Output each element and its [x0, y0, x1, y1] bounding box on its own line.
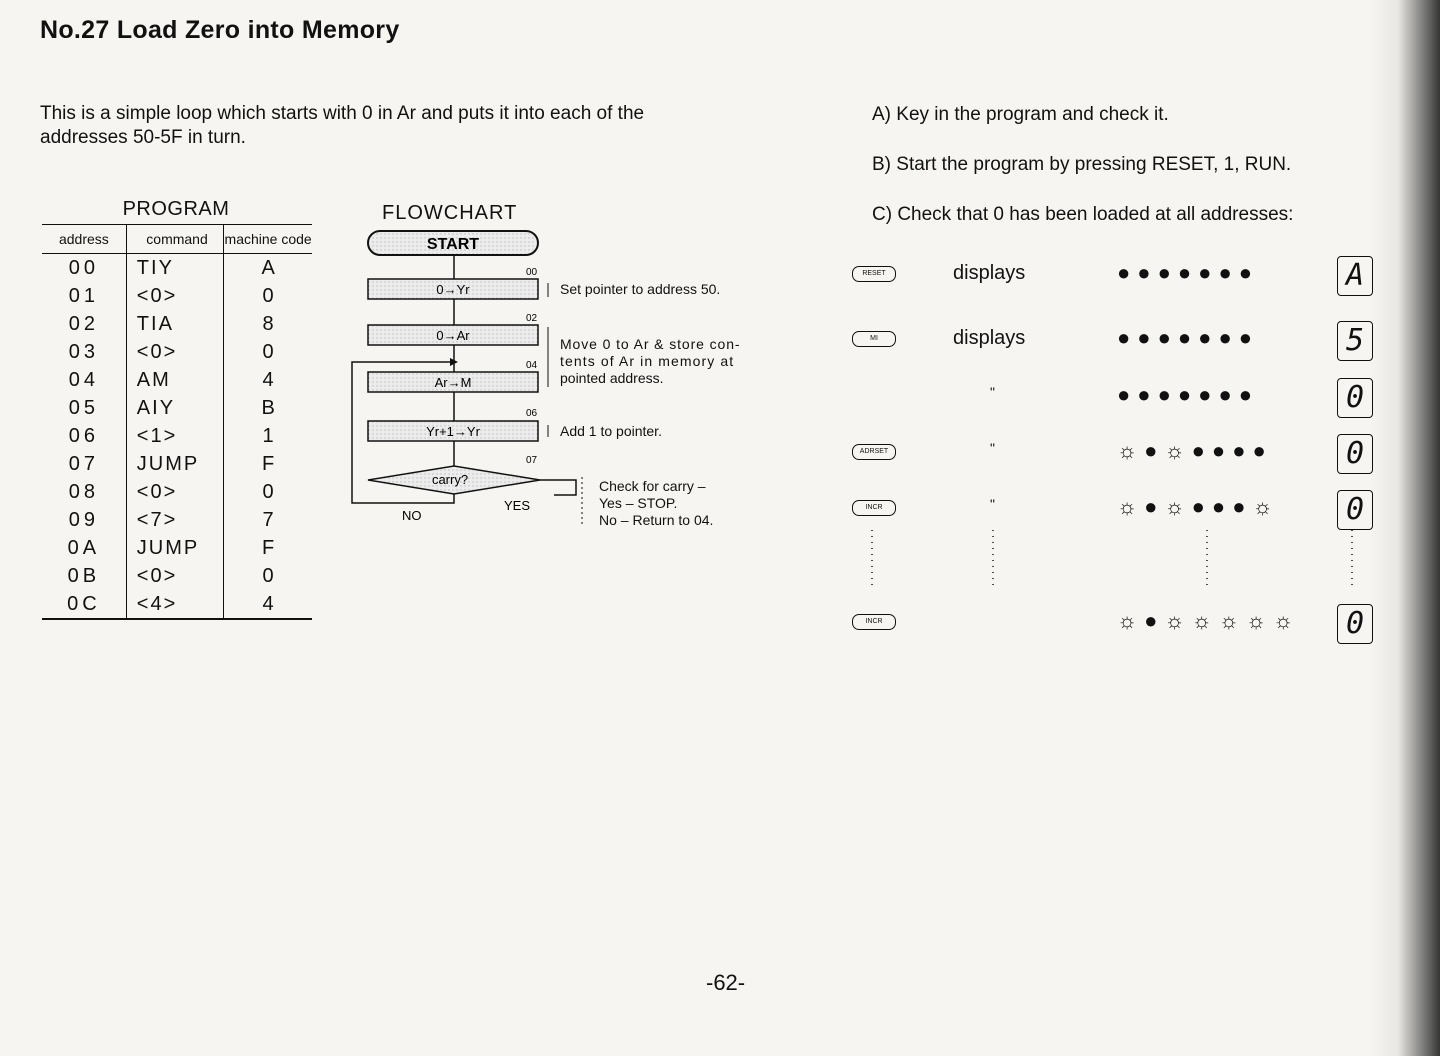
table-row	[42, 562, 312, 590]
note-pointer: Set pointer to address 50.	[560, 281, 721, 297]
code-cell: F	[262, 452, 275, 475]
command-cell: TIA	[126, 310, 223, 338]
box-increment-label: Yr+1→Yr	[426, 424, 480, 439]
address-cell: 09	[42, 506, 126, 534]
display-label: "	[990, 440, 995, 456]
no-label: NO	[402, 508, 422, 523]
address-cell: 00	[42, 254, 126, 283]
address-cell: 0B	[42, 562, 126, 590]
col-command: command	[126, 225, 223, 254]
command-cell: JUMP	[126, 534, 223, 562]
col-machine-code: machine code	[224, 225, 312, 254]
code-cell: 0	[262, 284, 274, 307]
code-cell: 0	[262, 340, 274, 363]
led-row: ☼●☼☼☼☼☼	[1117, 608, 1301, 633]
address-cell: 02	[42, 310, 126, 338]
display-label: "	[990, 496, 995, 512]
yes-label: YES	[504, 498, 531, 513]
start-label: START	[426, 236, 480, 253]
address-cell: 0A	[42, 534, 126, 562]
display-label: displays	[953, 262, 1026, 284]
intro-paragraph: This is a simple loop which starts with 0 in Ar and puts it into each of the addresses 50-5F in turn.	[40, 103, 645, 148]
table-row	[42, 310, 312, 338]
key-icon: MI	[852, 331, 896, 347]
code-cell: 1	[262, 424, 274, 447]
command-cell: <0>	[126, 478, 223, 506]
addr-06: 06	[526, 408, 538, 419]
command-cell: JUMP	[126, 450, 223, 478]
program-table	[42, 224, 312, 620]
table-row	[42, 506, 312, 534]
address-cell: 06	[42, 422, 126, 450]
led-row: ☼●☼●●●●	[1117, 438, 1273, 463]
page-edge-shadow	[1370, 0, 1440, 1056]
seven-segment-digit: 0	[1337, 604, 1373, 644]
table-row	[42, 254, 312, 283]
display-label: displays	[953, 327, 1026, 349]
code-cell: 4	[262, 368, 274, 391]
table-row	[42, 534, 312, 562]
address-cell: 07	[42, 450, 126, 478]
led-row: ●●●●●●●	[1117, 325, 1260, 350]
page-title: No.27 Load Zero into Memory	[40, 16, 400, 44]
seven-segment-digit: 5	[1337, 321, 1373, 361]
addr-00: 00	[526, 267, 538, 278]
led-row: ☼●☼●●●☼	[1117, 494, 1280, 519]
note-carry: Check for carry – Yes – STOP. No – Return to 04.	[599, 478, 714, 528]
command-cell: <1>	[126, 422, 223, 450]
addr-02: 02	[526, 313, 538, 324]
step-a: A) Key in the program and check it.	[872, 104, 1169, 125]
table-row	[42, 478, 312, 506]
seven-segment-digit: 0	[1337, 490, 1373, 530]
address-cell: 08	[42, 478, 126, 506]
program-heading: PROGRAM	[122, 198, 230, 220]
addr-04: 04	[526, 360, 538, 371]
command-cell: <0>	[126, 338, 223, 366]
box-store-label: Ar→M	[434, 375, 472, 390]
key-icon	[852, 388, 894, 402]
command-cell: <4>	[126, 590, 223, 619]
col-address: address	[42, 225, 126, 254]
box-init-a-label: 0→Ar	[436, 328, 470, 343]
page-number: -62-	[706, 970, 746, 995]
seven-segment-digit: 0	[1337, 434, 1373, 474]
command-cell: AIY	[126, 394, 223, 422]
continuation-dots	[860, 530, 1380, 592]
table-row	[42, 394, 312, 422]
key-icon: RESET	[852, 266, 896, 282]
table-row	[42, 282, 312, 310]
note-add: Add 1 to pointer.	[560, 423, 662, 439]
key-icon: INCR	[852, 614, 896, 630]
code-cell: 0	[262, 564, 274, 587]
address-cell: 04	[42, 366, 126, 394]
step-b: B) Start the program by pressing RESET, 1, RUN.	[872, 154, 1292, 175]
code-cell: F	[262, 536, 275, 559]
seven-segment-digit: 0	[1337, 378, 1373, 418]
code-cell: 0	[262, 480, 274, 503]
seven-segment-digit: A	[1337, 256, 1373, 296]
table-row	[42, 450, 312, 478]
flowchart-heading: FLOWCHART	[382, 202, 518, 224]
code-cell: 8	[262, 312, 274, 335]
address-cell: 03	[42, 338, 126, 366]
code-cell: A	[261, 256, 275, 279]
command-cell: TIY	[126, 254, 223, 283]
table-row	[42, 422, 312, 450]
command-cell: <0>	[126, 562, 223, 590]
address-cell: 0C	[42, 590, 126, 619]
command-cell: <0>	[126, 282, 223, 310]
step-c: C) Check that 0 has been loaded at all addresses:	[872, 204, 1294, 225]
command-cell: AM	[126, 366, 223, 394]
led-row: ●●●●●●●	[1117, 382, 1260, 407]
box-init-y-label: 0→Yr	[436, 282, 470, 297]
decision-label: carry?	[431, 472, 469, 487]
key-icon: ADRSET	[852, 444, 896, 460]
address-cell: 05	[42, 394, 126, 422]
key-icon: INCR	[852, 500, 896, 516]
code-cell: 4	[224, 590, 312, 619]
led-row: ●●●●●●●	[1117, 260, 1260, 285]
table-row	[42, 366, 312, 394]
display-label: "	[990, 384, 995, 400]
address-cell: 01	[42, 282, 126, 310]
code-cell: 7	[262, 508, 274, 531]
code-cell: B	[261, 396, 275, 419]
command-cell: <7>	[126, 506, 223, 534]
addr-07: 07	[526, 455, 538, 466]
table-row	[42, 338, 312, 366]
note-store: Move 0 to Ar & store con- tents of Ar in memory at pointed address.	[560, 336, 741, 386]
yes-line	[540, 480, 576, 495]
table-row	[42, 590, 312, 619]
